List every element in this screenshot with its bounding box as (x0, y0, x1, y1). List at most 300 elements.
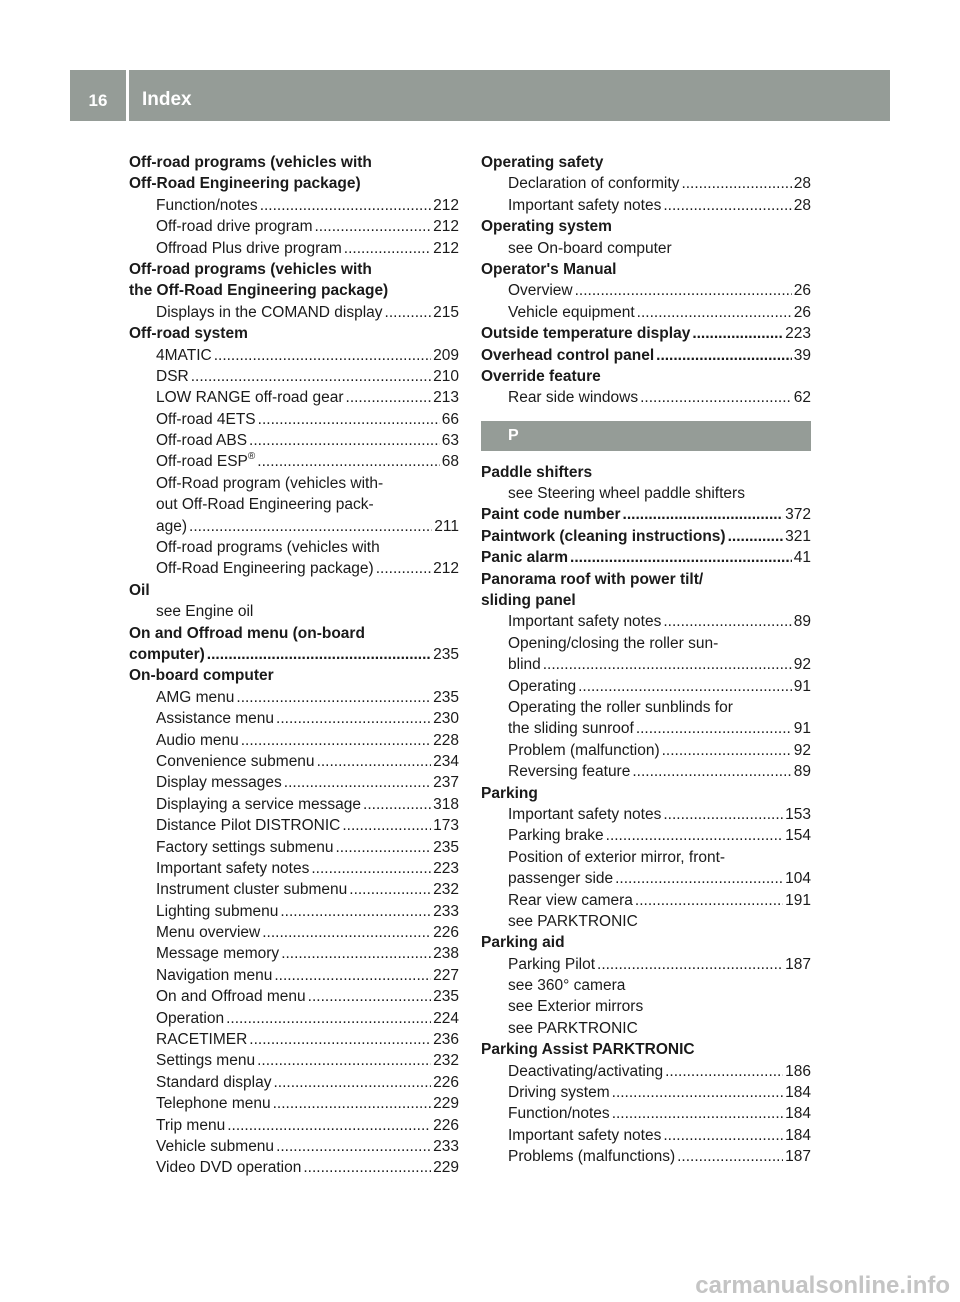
page-reference[interactable]: 213 (433, 389, 459, 407)
page-reference[interactable]: 230 (433, 710, 459, 728)
entry-text (156, 1029, 247, 1050)
entry-text (481, 569, 703, 590)
index-subentry (129, 815, 459, 836)
entry-text (508, 633, 718, 654)
index-entry-heading (481, 504, 811, 525)
dot-leader (281, 943, 431, 964)
entry-text (481, 504, 621, 525)
dot-leader (260, 195, 431, 216)
entry-text (481, 932, 565, 953)
index-subentry (481, 1082, 811, 1103)
page-reference[interactable]: 68 (441, 453, 459, 471)
dot-leader (207, 644, 431, 665)
entry-label: RACETIMER (156, 1031, 248, 1049)
entry-text (508, 654, 541, 675)
page-reference[interactable]: 184 (785, 1126, 811, 1144)
page-reference[interactable]: 237 (433, 774, 459, 792)
page-reference[interactable]: 233 (433, 902, 459, 920)
index-subentry (129, 879, 459, 900)
entry-text (508, 238, 672, 259)
index-entry-heading (481, 590, 811, 611)
entry-label: Video DVD operation (156, 1159, 302, 1177)
page-reference[interactable]: 321 (785, 527, 811, 545)
page-reference[interactable]: 210 (433, 367, 459, 385)
entry-label: Parking (481, 784, 538, 802)
entry-label: On and Offroad menu (156, 988, 306, 1006)
entry-text (156, 1093, 271, 1114)
index-subentry (129, 409, 459, 430)
index-subentry (481, 676, 811, 697)
dot-leader (344, 238, 431, 259)
dot-leader (612, 1103, 783, 1124)
index-entry-heading (129, 623, 459, 644)
index-subentry (129, 345, 459, 366)
entry-text (508, 1125, 661, 1146)
entry-text (156, 1115, 225, 1136)
entry-label: Reversing feature (508, 763, 631, 781)
page-reference[interactable]: 318 (433, 795, 459, 813)
entry-label: Function/notes (156, 196, 258, 214)
entry-label: Important safety notes (508, 196, 662, 214)
index-entry-heading (129, 644, 459, 665)
entry-label: passenger side (508, 870, 614, 888)
entry-label: Important safety notes (508, 805, 662, 823)
entry-label: Factory settings submenu (156, 838, 334, 856)
dot-leader (728, 526, 784, 547)
index-entry-heading (481, 526, 811, 547)
entry-text (156, 366, 189, 387)
dot-leader (692, 323, 783, 344)
entry-label: Off-road programs (vehicles with (129, 260, 372, 278)
page-reference[interactable]: 211 (434, 517, 459, 535)
page-reference[interactable]: 233 (433, 1137, 459, 1155)
entry-text (481, 547, 568, 568)
entry-text (156, 345, 212, 366)
entry-text (508, 718, 634, 739)
index-subentry (129, 943, 459, 964)
index-subentry (481, 387, 811, 408)
index-subentry (481, 611, 811, 632)
entry-text (156, 772, 282, 793)
page-reference[interactable]: 91 (793, 677, 811, 695)
index-subentry (129, 751, 459, 772)
index-subentry (481, 280, 811, 301)
page-reference[interactable]: 232 (433, 881, 459, 899)
entry-text (508, 280, 573, 301)
entry-text (156, 730, 239, 751)
entry-text (508, 954, 595, 975)
index-subentry (481, 761, 811, 782)
dot-leader (241, 730, 431, 751)
page-reference[interactable]: 191 (785, 891, 811, 909)
page-reference[interactable]: 89 (793, 613, 811, 631)
entry-text (508, 195, 661, 216)
entry-label: Off-Road program (vehicles with- (156, 474, 384, 492)
dot-leader (632, 761, 791, 782)
entry-label: Operation (156, 1009, 225, 1027)
index-subentry (129, 1093, 459, 1114)
index-entry-heading (481, 783, 811, 804)
entry-label: Off-Road Engineering package) (156, 560, 374, 578)
entry-text (156, 687, 234, 708)
dot-leader (258, 409, 440, 430)
dot-leader (276, 708, 431, 729)
index-subentry (481, 890, 811, 911)
dot-leader (385, 302, 432, 323)
entry-text (156, 601, 253, 622)
entry-text (156, 516, 187, 537)
entry-text (508, 975, 625, 996)
page-reference[interactable]: 235 (433, 838, 459, 856)
dot-leader (637, 302, 792, 323)
dot-leader (677, 1146, 783, 1167)
entry-label: Operating safety (481, 154, 604, 171)
entry-label: the sliding sunroof (508, 720, 634, 738)
index-subentry (129, 772, 459, 793)
entry-text (481, 1039, 695, 1060)
entry-text (156, 1136, 274, 1157)
dot-leader (578, 676, 792, 697)
page-reference[interactable]: 212 (433, 218, 459, 236)
page-reference[interactable]: 41 (793, 549, 811, 567)
page-reference[interactable]: 39 (793, 346, 811, 364)
index-subentry (129, 537, 459, 558)
page-reference[interactable]: 236 (433, 1031, 459, 1049)
entry-text (156, 302, 383, 323)
index-entry-heading (129, 259, 459, 280)
entry-label: Overhead control panel (481, 346, 655, 364)
entry-text (508, 911, 638, 932)
page-reference[interactable]: 91 (793, 720, 811, 738)
index-subentry (129, 687, 459, 708)
dot-leader (273, 1093, 432, 1114)
index-entry-heading (481, 259, 811, 280)
entry-label: see PARKTRONIC (508, 912, 638, 930)
dot-leader (335, 837, 431, 858)
page-reference[interactable]: 215 (433, 303, 459, 321)
dot-leader (606, 825, 783, 846)
entry-text (508, 302, 635, 323)
index-subentry (481, 868, 811, 889)
entry-label: Parking aid (481, 934, 565, 952)
entry-text (156, 922, 260, 943)
index-subentry (129, 387, 459, 408)
entry-text (129, 644, 205, 665)
entry-text (129, 323, 248, 344)
dot-leader (663, 1125, 783, 1146)
dot-leader (311, 858, 431, 879)
registered-mark: ® (247, 451, 256, 463)
page-header (70, 70, 890, 121)
index-column-right (481, 152, 811, 1168)
entry-label: DSR (156, 367, 189, 385)
index-subentry (129, 1029, 459, 1050)
entry-text (156, 387, 344, 408)
index-entry-heading (481, 932, 811, 953)
page-reference[interactable]: 187 (785, 1148, 811, 1166)
index-entry-heading (129, 280, 459, 301)
entry-label: Instrument cluster submenu (156, 881, 348, 899)
page-reference[interactable]: 187 (785, 955, 811, 973)
index-subentry (481, 1061, 811, 1082)
entry-label: Paddle shifters (481, 463, 593, 481)
page-reference[interactable]: 223 (433, 859, 459, 877)
page-reference[interactable]: 89 (793, 763, 811, 781)
index-subentry (481, 1146, 811, 1167)
entry-text (156, 986, 306, 1007)
entry-text (508, 697, 733, 718)
entry-label: Vehicle equipment (508, 303, 635, 321)
entry-label: see PARKTRONIC (508, 1019, 638, 1037)
entry-text (156, 238, 342, 259)
entry-label: Displays in the COMAND display (156, 303, 383, 321)
entry-text (129, 173, 361, 194)
index-entry-heading (481, 366, 811, 387)
dot-leader (376, 558, 431, 579)
page-reference[interactable]: 235 (433, 645, 459, 663)
dot-leader (663, 804, 783, 825)
entry-text (508, 890, 633, 911)
entry-text (156, 751, 315, 772)
entry-label: Standard display (156, 1073, 272, 1091)
entry-text (156, 558, 374, 579)
index-entry-heading (481, 152, 811, 173)
dot-leader (612, 1082, 783, 1103)
index-entry-heading (129, 323, 459, 344)
index-entry-heading (481, 547, 811, 568)
entry-label: Settings menu (156, 1052, 256, 1070)
page-reference[interactable]: 228 (433, 731, 459, 749)
entry-text (129, 280, 388, 301)
entry-text (156, 943, 279, 964)
page-reference[interactable]: 234 (433, 752, 459, 770)
entry-text (156, 879, 347, 900)
page-reference[interactable]: 66 (441, 410, 459, 428)
index-column-left (129, 152, 459, 1179)
index-subentry (129, 238, 459, 259)
entry-text (508, 1146, 675, 1167)
page-reference[interactable]: 212 (433, 560, 459, 578)
page-reference[interactable]: 227 (433, 966, 459, 984)
dot-leader (623, 504, 784, 525)
entry-label: Operating (508, 677, 577, 695)
page-reference[interactable]: 92 (793, 656, 811, 674)
entry-label: see Steering wheel paddle shifters (508, 485, 745, 503)
entry-label: Display messages (156, 774, 282, 792)
entry-text (156, 451, 255, 472)
index-subentry (129, 558, 459, 579)
entry-label: see Exterior mirrors (508, 998, 644, 1016)
page-reference[interactable]: 92 (793, 741, 811, 759)
page-reference[interactable]: 212 (433, 239, 459, 257)
index-subentry (481, 1103, 811, 1124)
index-subentry (129, 366, 459, 387)
index-subentry (481, 195, 811, 216)
index-subentry (129, 1050, 459, 1071)
dot-leader (214, 345, 431, 366)
page-reference[interactable]: 226 (433, 924, 459, 942)
entry-label: Message memory (156, 945, 280, 963)
dot-leader (342, 815, 431, 836)
index-entry-heading (129, 665, 459, 686)
entry-text (508, 804, 661, 825)
page-reference[interactable]: 224 (433, 1009, 459, 1027)
index-subentry (129, 1008, 459, 1029)
page-reference[interactable]: 28 (793, 196, 811, 214)
page-reference[interactable]: 212 (433, 196, 459, 214)
page-reference[interactable]: 63 (441, 432, 459, 450)
entry-text (156, 965, 272, 986)
entry-label: Distance Pilot DISTRONIC (156, 817, 341, 835)
entry-text (481, 216, 612, 237)
entry-text (156, 494, 374, 515)
page-reference[interactable]: 372 (785, 506, 811, 524)
index-subentry (481, 804, 811, 825)
index-entry-heading (481, 569, 811, 590)
dot-leader (315, 216, 432, 237)
index-entry-heading (481, 216, 811, 237)
index-subentry (481, 975, 811, 996)
page-reference[interactable]: 62 (793, 389, 811, 407)
index-subentry (481, 954, 811, 975)
page-reference[interactable]: 104 (785, 870, 811, 888)
entry-label: Off-road programs (vehicles with (129, 154, 372, 171)
dot-leader (308, 986, 431, 1007)
entry-label: Driving system (508, 1084, 610, 1102)
page-reference[interactable]: 153 (785, 805, 811, 823)
page-reference[interactable]: 28 (793, 175, 811, 193)
page-reference[interactable]: 235 (433, 688, 459, 706)
page-reference[interactable]: 184 (785, 1105, 811, 1123)
index-entry-heading (129, 580, 459, 601)
entry-text (129, 580, 150, 601)
page-reference[interactable]: 26 (793, 282, 811, 300)
index-subentry (129, 451, 459, 472)
entry-text (156, 1008, 224, 1029)
entry-text (129, 152, 372, 173)
dot-leader (640, 387, 792, 408)
index-subentry (129, 1157, 459, 1178)
page-reference[interactable]: 184 (785, 1084, 811, 1102)
dot-leader (656, 345, 792, 366)
page-reference[interactable]: 229 (433, 1095, 459, 1113)
entry-text (156, 1050, 255, 1071)
index-subentry (481, 911, 811, 932)
entry-text (508, 173, 679, 194)
index-subentry (481, 825, 811, 846)
index-subentry (129, 601, 459, 622)
entry-text (481, 152, 603, 173)
entry-text (156, 409, 256, 430)
entry-label: Parking brake (508, 827, 604, 845)
entry-label: On and Offroad menu (on-board (129, 624, 365, 642)
page-reference[interactable]: 209 (433, 346, 459, 364)
page-reference[interactable]: 232 (433, 1052, 459, 1070)
index-subentry (129, 986, 459, 1007)
page-reference[interactable]: 226 (433, 1116, 459, 1134)
entry-label: LOW RANGE off-road gear (156, 389, 344, 407)
entry-label: Off-road 4ETS (156, 410, 256, 428)
page-reference[interactable]: 238 (433, 945, 459, 963)
index-subentry (481, 302, 811, 323)
page-reference[interactable]: 223 (785, 325, 811, 343)
page-reference[interactable]: 154 (785, 827, 811, 845)
entry-label: Operator's Manual (481, 260, 617, 278)
entry-text (156, 1072, 271, 1093)
page-number: 16 (88, 91, 108, 110)
entry-label: Position of exterior mirror, front- (508, 848, 726, 866)
entry-label: Vehicle submenu (156, 1137, 275, 1155)
index-subentry (129, 922, 459, 943)
page-reference[interactable]: 26 (793, 303, 811, 321)
entry-label: Problems (malfunctions) (508, 1148, 676, 1166)
entry-label: Parking Assist PARKTRONIC (481, 1041, 695, 1059)
entry-label: Important safety notes (156, 859, 310, 877)
entry-label: Function/notes (508, 1105, 610, 1123)
entry-label: Operating system (481, 218, 612, 236)
page-reference[interactable]: 173 (433, 817, 459, 835)
entry-text (156, 794, 361, 815)
section-letter-header: P (481, 421, 811, 451)
entry-text (129, 623, 365, 644)
dot-leader (346, 387, 432, 408)
index-subentry (481, 996, 811, 1017)
index-subentry (129, 1136, 459, 1157)
dot-leader (280, 901, 431, 922)
page-reference[interactable]: 235 (433, 988, 459, 1006)
entry-label: Rear side windows (508, 389, 639, 407)
page-reference[interactable]: 186 (785, 1062, 811, 1080)
entry-text (481, 259, 616, 280)
entry-text (481, 590, 576, 611)
dot-leader (665, 1061, 783, 1082)
index-subentry (481, 483, 811, 504)
entry-label: On-board computer (129, 667, 274, 685)
index-subentry (481, 633, 811, 654)
entry-text (481, 462, 592, 483)
entry-label: out Off-Road Engineering pack- (156, 496, 374, 514)
index-subentry (129, 195, 459, 216)
entry-text (508, 1061, 663, 1082)
page-reference[interactable]: 229 (433, 1159, 459, 1177)
dot-leader (597, 954, 783, 975)
entry-text (156, 901, 278, 922)
entry-text (481, 323, 690, 344)
index-entry-heading (129, 152, 459, 173)
entry-text (481, 366, 601, 387)
index-subentry (129, 302, 459, 323)
entry-label: Off-road ABS (156, 432, 248, 450)
index-entry-heading (481, 462, 811, 483)
entry-text (481, 783, 538, 804)
entry-label: Oil (129, 581, 150, 599)
entry-label: Telephone menu (156, 1095, 271, 1113)
index-subentry (129, 858, 459, 879)
entry-label: Off-road drive program (156, 218, 313, 236)
entry-label: Menu overview (156, 924, 261, 942)
entry-label: Parking Pilot (508, 955, 596, 973)
entry-text (481, 345, 654, 366)
entry-label: Panorama roof with power tilt/ (481, 570, 704, 588)
entry-label: Off-Road Engineering package) (129, 175, 361, 193)
entry-label: Paint code number (481, 506, 621, 524)
page-reference[interactable]: 226 (433, 1073, 459, 1091)
dot-leader (663, 195, 791, 216)
entry-label: age) (156, 517, 188, 535)
entry-text (508, 483, 745, 504)
index-subentry (481, 740, 811, 761)
index-entry-heading (129, 173, 459, 194)
